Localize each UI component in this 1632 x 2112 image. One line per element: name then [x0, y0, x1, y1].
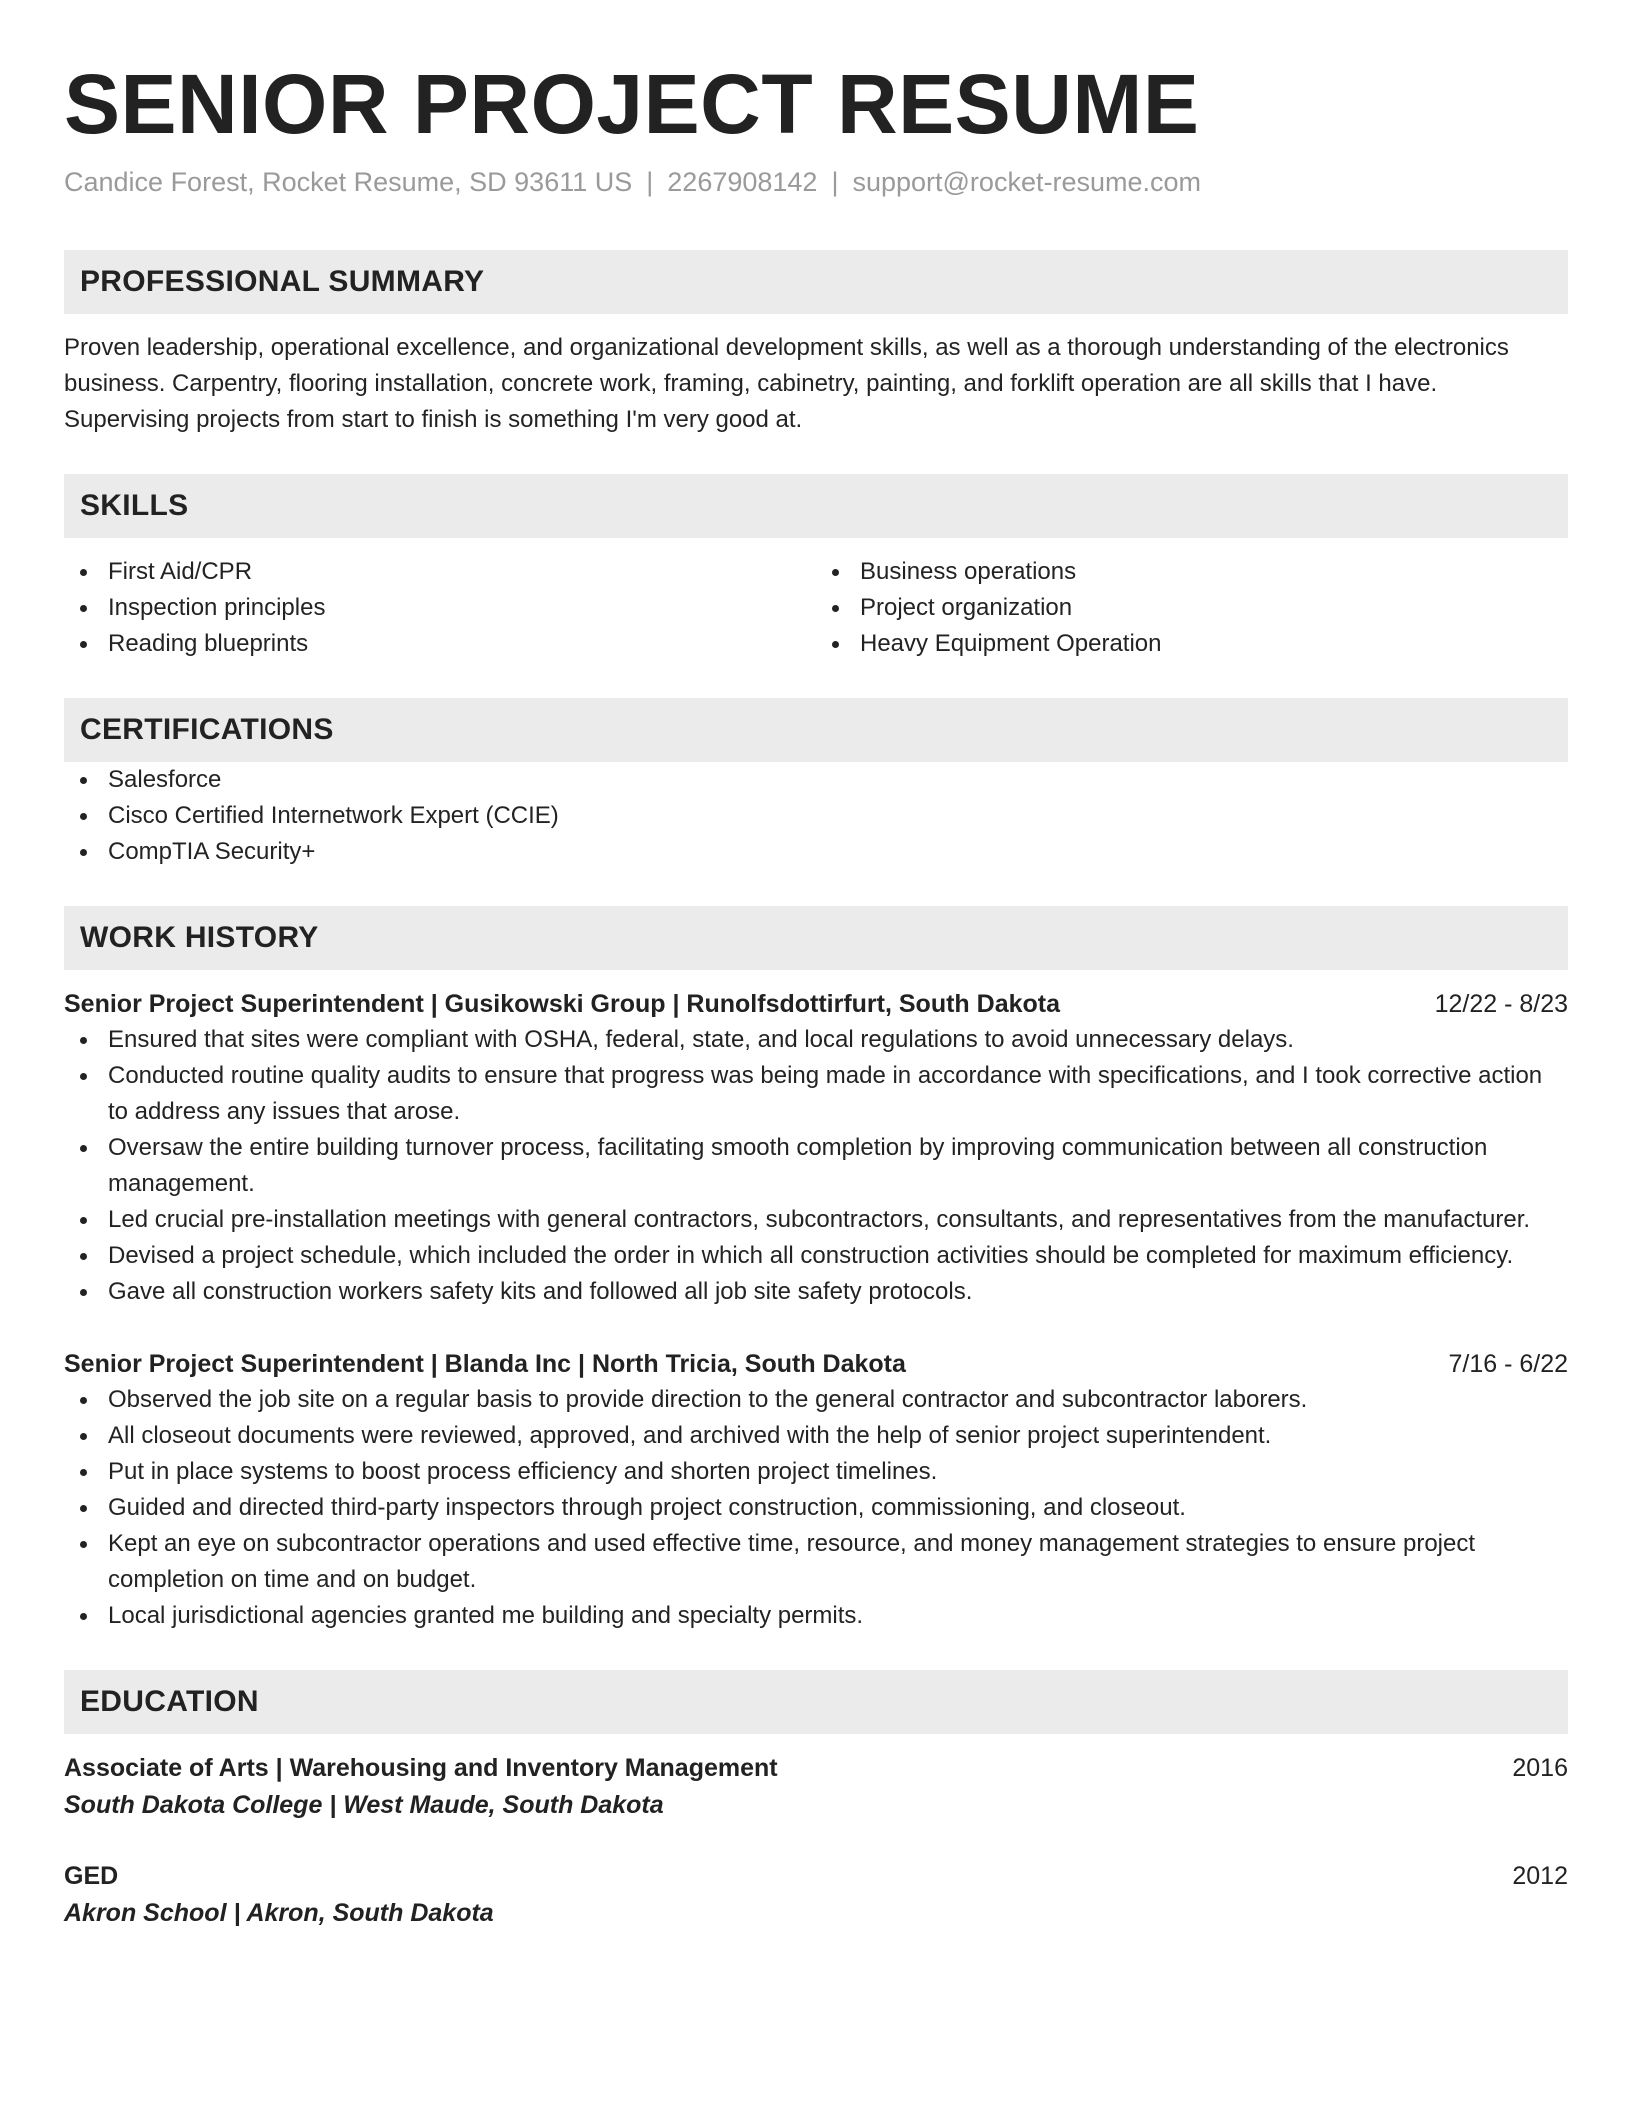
job-dates: 12/22 - 8/23 [1434, 990, 1568, 1018]
certification-item: Salesforce [64, 762, 1568, 798]
section-heading-skills: SKILLS [64, 474, 1568, 538]
job-bullet: Devised a project schedule, which included the order in which all construction activities should be completed for maximum efficiency. [64, 1238, 1568, 1274]
skill-item: Business operations [816, 554, 1568, 590]
education-school: South Dakota College | West Maude, South Dakota [64, 1791, 664, 1819]
job-bullet-list [64, 1022, 1568, 1310]
contact-phone: 2267908142 [667, 167, 818, 197]
education-header [64, 1858, 1568, 1894]
job-bullet: Led crucial pre-installation meetings with general contractors, subcontractors, consultants, and representatives from the manufacturer. [64, 1202, 1568, 1238]
job-header [64, 1346, 1568, 1382]
job-bullet-list [64, 1382, 1568, 1634]
job-header [64, 986, 1568, 1022]
contact-separator: | [646, 167, 654, 197]
contact-address: Candice Forest, Rocket Resume, SD 93611 US [64, 167, 633, 197]
job-bullet: Ensured that sites were compliant with OSHA, federal, state, and local regulations to avoid unnecessary delays. [64, 1022, 1568, 1058]
job-entry [64, 1346, 1568, 1634]
skills-list-left [64, 554, 816, 662]
skill-item: Heavy Equipment Operation [816, 626, 1568, 662]
education-degree: GED [64, 1862, 119, 1890]
job-bullet: Guided and directed third-party inspectors through project construction, commissioning, and closeout. [64, 1490, 1568, 1526]
education-entry [64, 1858, 1568, 1932]
contact-line [64, 164, 1568, 200]
education-year: 2012 [1512, 1862, 1568, 1890]
section-heading-certifications: CERTIFICATIONS [64, 698, 1568, 762]
certifications-list [64, 762, 1568, 870]
skills-grid [64, 554, 1568, 662]
education-degree: Associate of Arts | Warehousing and Inventory Management [64, 1754, 778, 1782]
section-heading-education: EDUCATION [64, 1670, 1568, 1734]
skill-item: Inspection principles [64, 590, 816, 626]
job-entry [64, 986, 1568, 1310]
job-title: Senior Project Superintendent | Gusikowski Group | Runolfsdottirfurt, South Dakota [64, 990, 1060, 1018]
certification-item: Cisco Certified Internetwork Expert (CCIE) [64, 798, 1568, 834]
education-header [64, 1750, 1568, 1786]
skill-item: Reading blueprints [64, 626, 816, 662]
job-bullet: Conducted routine quality audits to ensure that progress was being made in accordance with specifications, and I took corrective action to address any issues that arose. [64, 1058, 1568, 1130]
education-year: 2016 [1512, 1754, 1568, 1782]
job-bullet: Local jurisdictional agencies granted me building and specialty permits. [64, 1598, 1568, 1634]
resume-title: SENIOR PROJECT RESUME [64, 57, 1200, 151]
education-entry [64, 1750, 1568, 1824]
job-bullet: Gave all construction workers safety kits and followed all job site safety protocols. [64, 1274, 1568, 1310]
job-bullet: Kept an eye on subcontractor operations and used effective time, resource, and money management strategies to ensure project completion on time and on budget. [64, 1526, 1568, 1598]
job-dates: 7/16 - 6/22 [1448, 1350, 1568, 1378]
job-bullet: Put in place systems to boost process efficiency and shorten project timelines. [64, 1454, 1568, 1490]
job-bullet: Oversaw the entire building turnover process, facilitating smooth completion by improving communication between all construction management. [64, 1130, 1568, 1202]
education-school: Akron School | Akron, South Dakota [64, 1899, 494, 1927]
contact-separator: | [831, 167, 839, 197]
section-heading-summary: PROFESSIONAL SUMMARY [64, 250, 1568, 314]
contact-email: support@rocket-resume.com [852, 167, 1201, 197]
section-heading-work-history: WORK HISTORY [64, 906, 1568, 970]
skill-item: Project organization [816, 590, 1568, 626]
summary-text: Proven leadership, operational excellence, and organizational development skills, as well as a thorough understanding of the electronics business. Carpentry, flooring installation, concrete work, framing, cabinetry, painting, and forklift operation are all skills that I have. Supervising projects from start to finish is something I'm very good at. [64, 334, 1509, 433]
job-bullet: Observed the job site on a regular basis to provide direction to the general contractor and subcontractor laborers. [64, 1382, 1568, 1418]
skills-list-right [816, 554, 1568, 662]
job-bullet: All closeout documents were reviewed, approved, and archived with the help of senior project superintendent. [64, 1418, 1568, 1454]
job-title: Senior Project Superintendent | Blanda Inc | North Tricia, South Dakota [64, 1350, 906, 1378]
certification-item: CompTIA Security+ [64, 834, 1568, 870]
skill-item: First Aid/CPR [64, 554, 816, 590]
